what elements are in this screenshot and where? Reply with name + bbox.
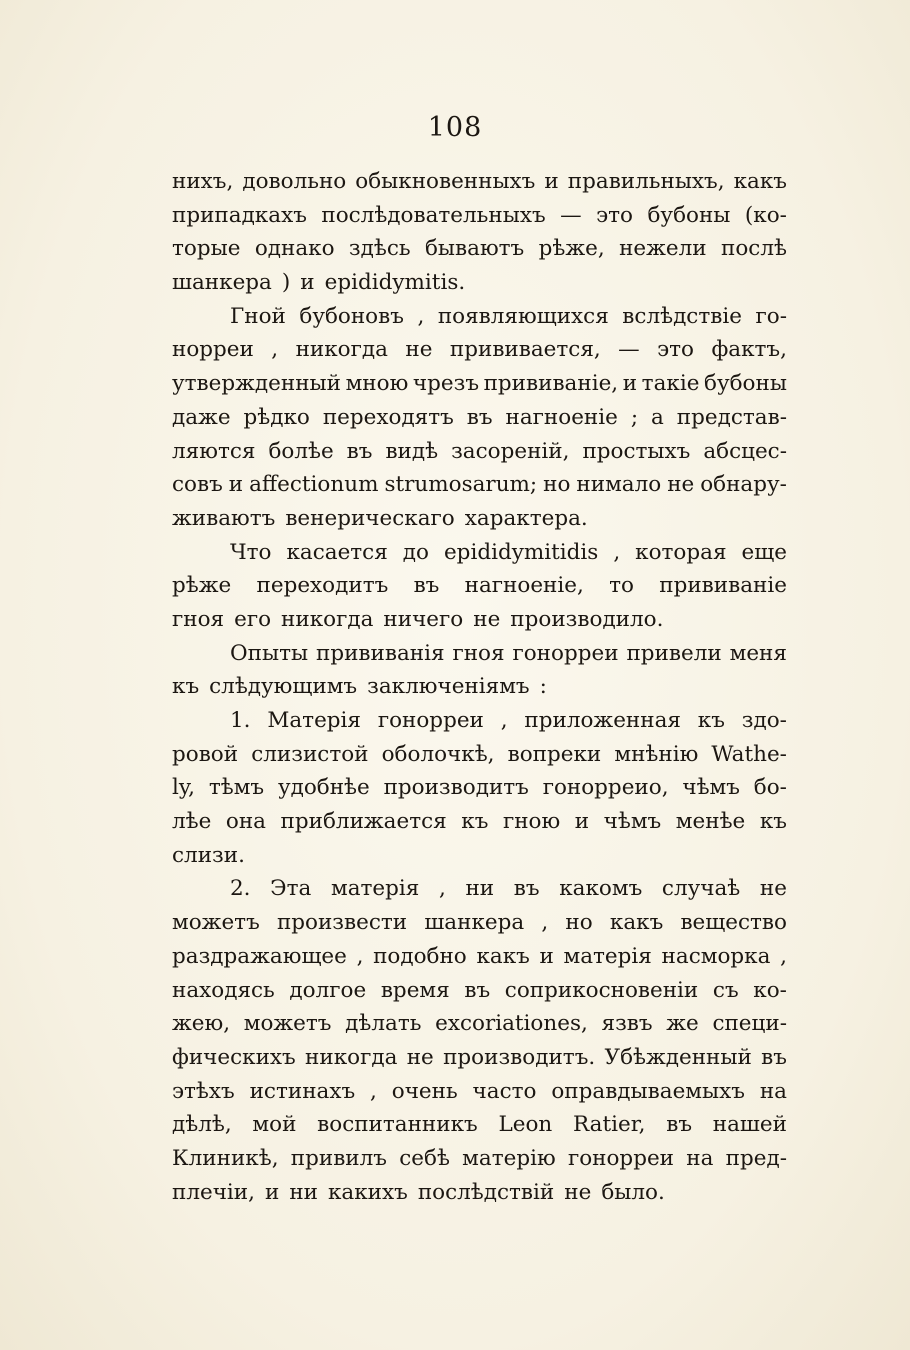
text-line: шанкера ) и epididymitis. — [172, 270, 466, 296]
text-line: находясь долгое время въ соприкосновеніи съ ко- — [172, 977, 787, 1003]
text-line: гноя его никогда ничего не производило. — [172, 606, 664, 632]
text-line: 1. Матерія гонорреи , приложенная къ здо- — [230, 708, 787, 733]
text-line: ly, тѣмъ удобнѣе производитъ гонорреио, чѣмъ бо- — [172, 775, 787, 801]
text-line: слизи. — [172, 842, 245, 868]
text-line: 2. Эта матерія , ни въ какомъ случаѣ не — [230, 876, 787, 902]
text-line: рѣже переходитъ въ нагноеніе, то прививаніе — [172, 573, 787, 599]
text-line: Что касается до epididymitidis , которая еще — [230, 539, 787, 565]
text-line: дѣлѣ, мой воспитанникъ Leon Ratier, въ нашей — [172, 1112, 787, 1138]
text-line: утвержденный мною чрезъ прививаніе, и такіе бубоны — [172, 371, 787, 397]
text-line: живаютъ венерическаго характера. — [172, 505, 588, 531]
text-line: Клиникѣ, привилъ себѣ матерію гонорреи на пред- — [172, 1145, 787, 1171]
text-line: совъ и affectionum strumosarum; но нимало не обнару- — [172, 472, 787, 498]
text-line: нихъ, довольно обыкновенныхъ и правильныхъ, какъ — [172, 169, 787, 194]
text-line: норреи , никогда не прививается, — это фактъ, — [172, 337, 787, 363]
text-line: даже рѣдко переходятъ въ нагноеніе ; а представ- — [172, 404, 787, 430]
text-line: Опыты прививанія гноя гонорреи привели меня — [230, 640, 787, 666]
text-line: торые однако здѣсь бываютъ рѣже, нежели послѣ — [172, 236, 787, 262]
text-line: лѣе она приближается къ гною и чѣмъ менѣе къ — [172, 809, 787, 835]
body-text — [172, 165, 787, 1209]
text-line: фическихъ никогда не производитъ. Убѣжденный въ — [172, 1044, 787, 1070]
text-line: жею, можетъ дѣлать excoriationes, язвъ же специ- — [172, 1011, 787, 1037]
text-line: припадкахъ послѣдовательныхъ — это бубоны (ко- — [172, 202, 787, 228]
text-line: плечіи, и ни какихъ послѣдствій не было. — [172, 1179, 665, 1205]
text-line: къ слѣдующимъ заключеніямъ : — [172, 674, 547, 700]
page-number: 108 — [427, 112, 483, 143]
text-line: Гной бубоновъ , появляющихся вслѣдствіе го- — [230, 303, 787, 329]
text-line: ляются болѣе въ видѣ засореній, простыхъ абсцес- — [172, 438, 787, 464]
text-line: можетъ произвести шанкера , но какъ вещество — [172, 910, 787, 936]
text-line: этѣхъ истинахъ , очень часто оправдываемыхъ на — [172, 1078, 787, 1104]
text-line: ровой слизистой оболочкѣ, вопреки мнѣнію Wathe- — [172, 741, 787, 767]
text-line: раздражающее , подобно какъ и матерія насморка , — [172, 943, 787, 969]
